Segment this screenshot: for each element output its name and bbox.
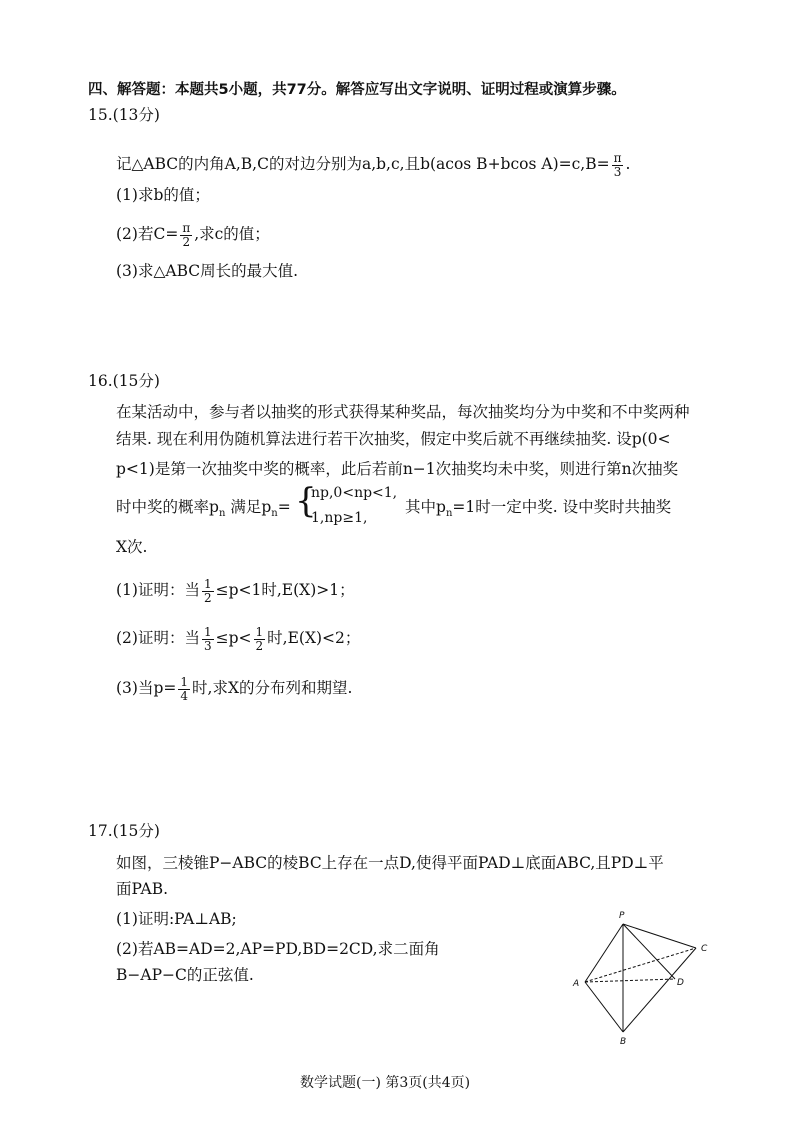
q16-part2-fraction-2: $\frac{1}{2}$ [255, 625, 264, 653]
q16-line2: 结果. 现在利用伪随机算法进行若干次抽奖，假定中奖后就不再继续抽奖. 设p(0< [116, 430, 671, 448]
q15-header: 15.(13分) [88, 106, 160, 124]
piecewise-brace: { [295, 481, 317, 521]
q17-line1: 如图，三棱锥P−ABC的棱BC上存在一点D,使得平面PAD⊥底面ABC,且PD⊥平 [116, 854, 664, 872]
q17-part2: (2)若AB=AD=2,AP=PD,BD=2CD,求二面角 [116, 940, 440, 958]
q17-part1: (1)证明:PA⊥AB; [116, 910, 237, 928]
q16-line4: 时中奖的概率$p_n$ 满足$p_n=$ [116, 498, 291, 520]
q16-line1: 在某活动中，参与者以抽奖的形式获得某种奖品，每次抽奖均分为中奖和不中奖两种 [116, 403, 690, 421]
q15-stem-text: 记△ABC的内角A,B,C的对边分别为a,b,c,且b(acos B+bcos A)=c,B= [116, 155, 610, 174]
q16-part3: (3)当p= $\frac{1}{4}$ 时,求X的分布列和期望. [116, 675, 353, 703]
piecewise-case-2: 1,np≥1, [311, 510, 368, 526]
q15-stem: 记△ABC的内角A,B,C的对边分别为a,b,c,且b(acos B+bcos A)=c,B= $\frac{\pi}{3}$ . [116, 151, 631, 179]
q15-part3: (3)求△ABC周长的最大值. [116, 262, 299, 280]
label-P: P [619, 911, 625, 921]
q16-line4-end: 其中$p_n=1$时一定中奖. 设中奖时共抽奖 [405, 498, 672, 520]
q17-header: 17.(15分) [88, 822, 160, 840]
q15-part2: (2)若C= $\frac{\pi}{2}$ ,求c的值； [116, 221, 270, 249]
page-footer: 数学试题(一) 第3页(共4页) [300, 1075, 471, 1091]
q15-stem-fraction: $\frac{\pi}{3}$ [613, 151, 622, 179]
q16-part2: (2)证明：当 $\frac{1}{3}$ ≤p< $\frac{1}{2}$ 时,E(X)<2； [116, 625, 361, 653]
section-heading: 四、解答题：本题共5小题，共77分。解答应写出文字说明、证明过程或演算步骤。 [88, 82, 626, 98]
q16-line3: p<1)是第一次抽奖中奖的概率，此后若前n−1次抽奖均未中奖，则进行第n次抽奖 [116, 460, 679, 478]
q16-part1: (1)证明：当 $\frac{1}{2}$ ≤p<1时,E(X)>1； [116, 577, 355, 605]
q17-line2: 面PAB. [116, 880, 169, 898]
label-C: C [701, 944, 708, 954]
q17-part2-cont: B−AP−C的正弦值. [116, 966, 254, 984]
tetrahedron-figure [565, 908, 725, 1048]
piecewise-case-1: np,0<np<1, [311, 485, 398, 501]
q16-part2-fraction-1: $\frac{1}{3}$ [203, 625, 212, 653]
q16-header: 16.(15分) [88, 372, 160, 390]
label-B: B [620, 1037, 627, 1047]
label-D: D [677, 978, 684, 988]
q16-line5: X次. [116, 538, 148, 556]
q15-part2-fraction: $\frac{\pi}{2}$ [182, 221, 191, 249]
q16-part1-fraction: $\frac{1}{2}$ [203, 577, 212, 605]
q15-part1: (1)求b的值； [116, 186, 210, 204]
label-A: A [573, 979, 580, 989]
q16-part3-fraction: $\frac{1}{4}$ [180, 675, 189, 703]
